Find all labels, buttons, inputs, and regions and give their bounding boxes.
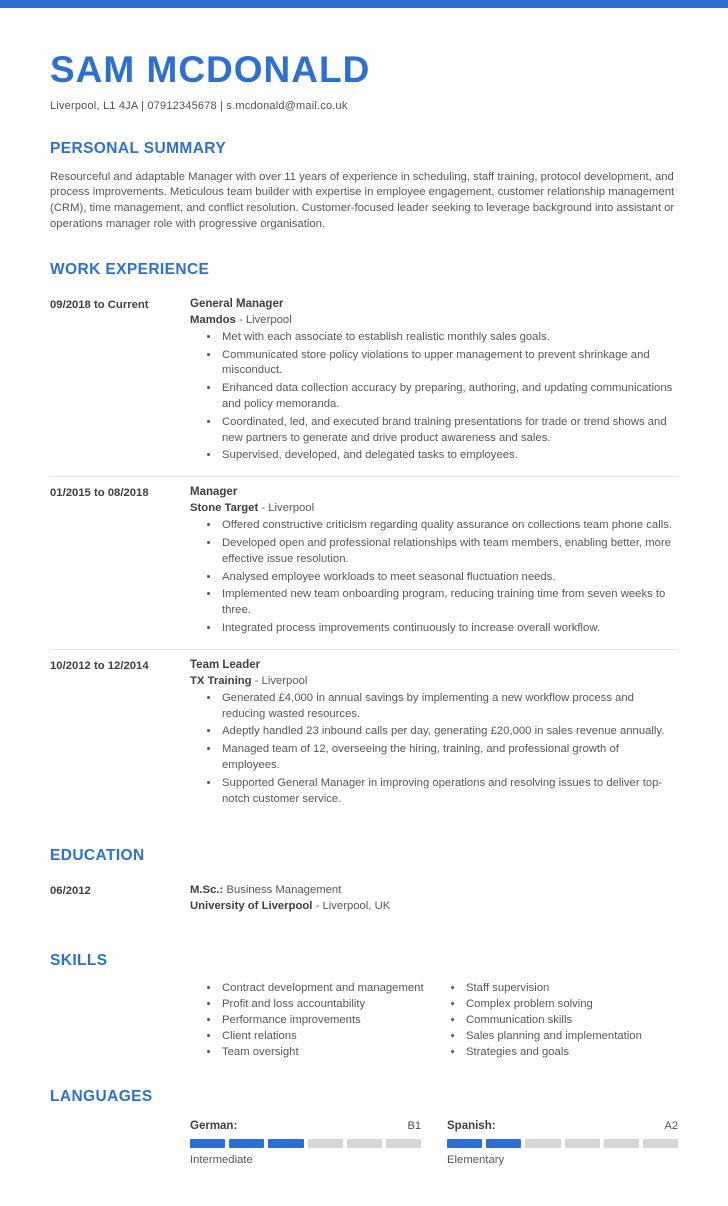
language-bar-segment — [565, 1139, 600, 1148]
personal-summary-text: Resourceful and adaptable Manager with over 11 years of experience in scheduling, staff training, protocol development, and process improvements. Meticulous team builder with expertise in employee engagement, customer relationship management (CRM), time management, and conflict resolution. Customer-focused leader seeking to leverage background into assistant or operations manager role with progressive organisation. — [50, 170, 675, 231]
language-bar-segment — [229, 1139, 264, 1148]
job-bullet: • Developed open and professional relationships with team members, enabling better, more effective issue resolution. — [220, 536, 678, 568]
top-accent-bar — [0, 0, 728, 8]
education-details — [190, 884, 678, 912]
job-bullets — [190, 691, 678, 808]
job-role: Manager — [190, 486, 238, 499]
job-body — [190, 659, 678, 808]
language-bar-segment — [525, 1139, 560, 1148]
skill-item: • Staff supervision — [464, 980, 678, 996]
skill-item: • Performance improvements — [220, 1012, 434, 1028]
job-location: - Liverpool — [258, 502, 315, 515]
education-title: EDUCATION — [50, 847, 145, 865]
resume-content — [0, 50, 728, 1206]
language-bar-segment — [308, 1139, 343, 1148]
language-level-bar — [190, 1139, 421, 1148]
job-dates: 01/2015 to 08/2018 — [50, 487, 149, 500]
work-experience-title: WORK EXPERIENCE — [50, 260, 210, 278]
education-date: 06/2012 — [50, 885, 91, 898]
job-bullet: • Supported General Manager in improving operations and resolving issues to deliver top-notch customer service. — [220, 776, 678, 808]
resume-header — [50, 50, 678, 112]
language-bar-segment — [447, 1139, 482, 1148]
job-dates: 10/2012 to 12/2014 — [50, 659, 149, 672]
education-degree-line — [190, 884, 678, 896]
job-company-line — [190, 314, 678, 326]
skill-item: • Sales planning and implementation — [464, 1028, 678, 1044]
section-skills — [50, 952, 678, 1060]
language-block — [447, 1120, 678, 1166]
school-location: - Liverpool, UK — [312, 900, 391, 913]
skills-columns — [190, 980, 678, 1060]
job-bullet: • Implemented new team onboarding program, reducing training time from seven weeks to three. — [220, 587, 678, 619]
skill-item: • Contract development and management — [220, 980, 434, 996]
section-personal-summary — [50, 140, 678, 233]
job-bullet: • Analysed employee workloads to meet seasonal fluctuation needs. — [220, 570, 678, 586]
language-level-badge: B1 — [407, 1120, 421, 1133]
job-bullet: • Communicated store policy violations to upper management to prevent shrinkage and misconduct. — [220, 348, 678, 380]
job-company: Stone Target — [190, 502, 259, 515]
job-role: Team Leader — [190, 658, 261, 671]
job-entry — [50, 649, 678, 820]
job-bullet: • Adeptly handled 23 inbound calls per day, generating £20,000 in sales revenue annually. — [220, 724, 678, 740]
job-entry — [50, 476, 678, 649]
job-bullet: • Coordinated, led, and executed brand training presentations for trade or trend shows and new partners to generate and drive product awareness and sales. — [220, 415, 678, 447]
job-company-line — [190, 502, 678, 514]
skill-item: • Communication skills — [464, 1012, 678, 1028]
language-bar-segment — [486, 1139, 521, 1148]
language-level-badge: A2 — [664, 1120, 678, 1133]
job-bullet: • Met with each associate to establish realistic monthly sales goals. — [220, 330, 678, 346]
degree-text: Business Management — [223, 884, 342, 897]
job-list — [50, 289, 678, 820]
skills-column-right — [434, 980, 678, 1060]
languages-title: LANGUAGES — [50, 1088, 153, 1106]
skill-item: • Team oversight — [220, 1044, 434, 1060]
job-bullet: • Enhanced data collection accuracy by preparing, authoring, and updating communications and policy memoranda. — [220, 381, 678, 413]
language-proficiency: Elementary — [447, 1154, 505, 1167]
job-bullets — [190, 518, 678, 637]
job-company: Mamdos — [190, 313, 236, 326]
job-body — [190, 486, 678, 637]
language-header — [447, 1120, 678, 1132]
language-level-bar — [447, 1139, 678, 1148]
section-work-experience — [50, 261, 678, 820]
contact-line: Liverpool, L1 4JA | 07912345678 | s.mcdonald@mail.co.uk — [50, 99, 348, 112]
job-bullet: • Offered constructive criticism regarding quality assurance on collections team phone calls. — [220, 518, 678, 534]
job-bullet: • Supervised, developed, and delegated tasks to employees. — [220, 448, 678, 464]
job-dates: 09/2018 to Current — [50, 298, 149, 311]
job-location: - Liverpool — [251, 674, 308, 687]
language-proficiency: Intermediate — [190, 1154, 253, 1167]
personal-summary-title: PERSONAL SUMMARY — [50, 139, 227, 157]
job-location: - Liverpool — [235, 313, 292, 326]
language-name: Spanish: — [447, 1120, 496, 1133]
skill-item: • Strategies and goals — [464, 1044, 678, 1060]
skill-item: • Complex problem solving — [464, 996, 678, 1012]
language-list — [190, 1120, 678, 1166]
job-bullet: • Generated £4,000 in annual savings by implementing a new workflow process and reducing wasted resources. — [220, 691, 678, 723]
job-role: General Manager — [190, 297, 284, 310]
skills-column-left — [190, 980, 434, 1060]
language-header — [190, 1120, 421, 1132]
language-bar-segment — [386, 1139, 421, 1148]
language-bar-segment — [347, 1139, 382, 1148]
language-bar-segment — [604, 1139, 639, 1148]
language-bar-segment — [190, 1139, 225, 1148]
section-education — [50, 847, 678, 924]
job-company: TX Training — [190, 674, 252, 687]
school-name: University of Liverpool — [190, 900, 313, 913]
job-body — [190, 298, 678, 464]
language-name: German: — [190, 1120, 238, 1133]
job-entry — [50, 289, 678, 476]
section-languages — [50, 1088, 678, 1166]
language-bar-segment — [268, 1139, 303, 1148]
job-bullet: • Managed team of 12, overseeing the hiring, training, and professional growth of employees. — [220, 742, 678, 774]
job-bullet: • Integrated process improvements continuously to increase overall workflow. — [220, 621, 678, 637]
language-bar-segment — [643, 1139, 678, 1148]
skill-item: • Client relations — [220, 1028, 434, 1044]
person-name: SAM MCDONALD — [50, 49, 371, 90]
skill-item: • Profit and loss accountability — [220, 996, 434, 1012]
job-bullets — [190, 330, 678, 464]
degree-label: M.Sc.: — [190, 884, 224, 897]
skills-title: SKILLS — [50, 952, 108, 970]
education-school-line — [190, 900, 678, 912]
education-entry — [50, 875, 678, 924]
job-company-line — [190, 675, 678, 687]
language-block — [190, 1120, 421, 1166]
